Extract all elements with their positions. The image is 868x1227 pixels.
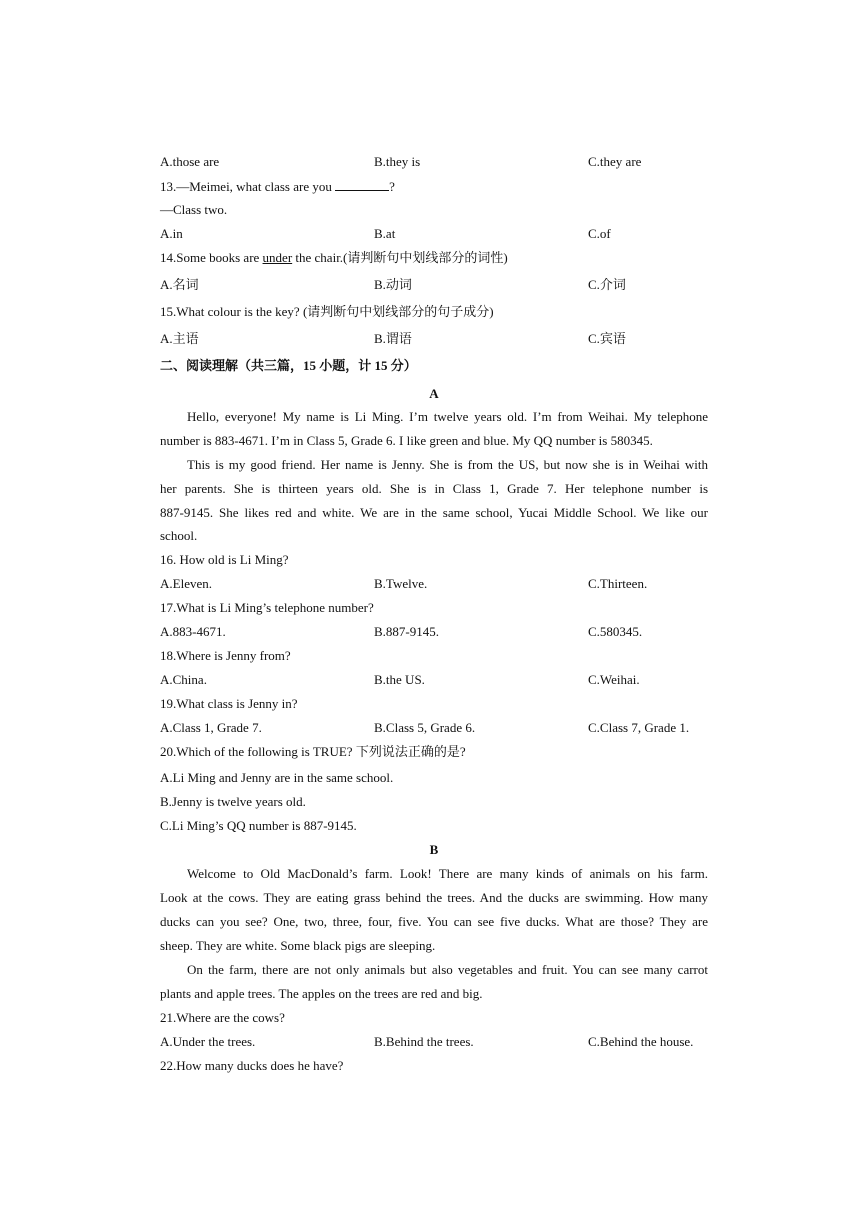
q16-option-a: A.Eleven. bbox=[160, 576, 212, 591]
q13-option-a: A.in bbox=[160, 226, 183, 241]
passage-a-text: her parents. She is thirteen years old. She is in Class 1, Grade 7. Her telephone number is bbox=[160, 481, 708, 496]
section-heading: 二、阅读理解（共三篇，15 小题，计 15 分） bbox=[160, 358, 417, 373]
passage-b-text: sheep. They are white. Some black pigs are sleeping. bbox=[160, 938, 436, 953]
q14-underlined-word: under bbox=[262, 250, 293, 265]
q19-question: 19.What class is Jenny in? bbox=[160, 696, 298, 711]
q14-question bbox=[160, 250, 508, 266]
q14-suffix: the chair.(请判断句中划线部分的词性) bbox=[292, 250, 508, 265]
q17-option-c: C.580345. bbox=[588, 624, 643, 639]
q15-option-c: C.宾语 bbox=[588, 331, 626, 346]
q20-option-b: B.Jenny is twelve years old. bbox=[160, 794, 306, 809]
q14-prefix: 14.Some books are bbox=[160, 250, 263, 265]
q15-option-b: B.谓语 bbox=[374, 331, 412, 346]
q18-question: 18.Where is Jenny from? bbox=[160, 648, 291, 663]
q16-question: 16. How old is Li Ming? bbox=[160, 552, 289, 567]
q14-option-c: C.介词 bbox=[588, 277, 626, 292]
q13-option-c: C.of bbox=[588, 226, 611, 241]
q14-option-a: A.名词 bbox=[160, 277, 199, 292]
q17-option-a: A.883-4671. bbox=[160, 624, 226, 639]
q22-question: 22.How many ducks does he have? bbox=[160, 1058, 344, 1073]
q13-suffix: ? bbox=[389, 179, 395, 194]
q20-option-c: C.Li Ming’s QQ number is 887-9145. bbox=[160, 818, 357, 833]
q18-option-a: A.China. bbox=[160, 672, 207, 687]
q12-option-b: B.they is bbox=[374, 154, 421, 169]
passage-b-label: B bbox=[429, 842, 439, 857]
q20-question: 20.Which of the following is TRUE? 下列说法正确的是? bbox=[160, 744, 466, 759]
q13-prefix: 13.—Meimei, what class are you bbox=[160, 179, 336, 194]
q21-option-b: B.Behind the trees. bbox=[374, 1034, 474, 1049]
passage-b-text: Welcome to Old MacDonald’s farm. Look! There are many kinds of animals on his farm. bbox=[187, 866, 708, 881]
q18-option-b: B.the US. bbox=[374, 672, 425, 687]
passage-b-text: plants and apple trees. The apples on the trees are red and big. bbox=[160, 986, 483, 1001]
q20-option-a: A.Li Ming and Jenny are in the same school. bbox=[160, 770, 394, 785]
q18-option-c: C.Weihai. bbox=[588, 672, 640, 687]
passage-a-text: 887-9145. She likes red and white. We are in the same school, Yucai Middle School. We like our bbox=[160, 505, 708, 520]
q19-option-a: A.Class 1, Grade 7. bbox=[160, 720, 262, 735]
q17-question: 17.What is Li Ming’s telephone number? bbox=[160, 600, 374, 615]
passage-a-text: This is my good friend. Her name is Jenny. She is from the US, but now she is in Weihai with bbox=[187, 457, 708, 472]
passage-a-label: A bbox=[429, 386, 439, 401]
passage-a-text: number is 883-4671. I’m in Class 5, Grade 6. I like green and blue. My QQ number is 580345. bbox=[160, 433, 653, 448]
q12-option-a: A.those are bbox=[160, 154, 220, 169]
q13-question bbox=[160, 178, 395, 195]
passage-b-text: Look at the cows. They are eating grass behind the trees. And the ducks are swimming. How many bbox=[160, 890, 708, 905]
q21-option-c: C.Behind the house. bbox=[588, 1034, 694, 1049]
q19-option-c: C.Class 7, Grade 1. bbox=[588, 720, 690, 735]
q17-option-b: B.887-9145. bbox=[374, 624, 439, 639]
q19-option-b: B.Class 5, Grade 6. bbox=[374, 720, 476, 735]
q13-option-b: B.at bbox=[374, 226, 396, 241]
q16-option-b: B.Twelve. bbox=[374, 576, 428, 591]
q13-reply: —Class two. bbox=[160, 202, 228, 217]
passage-a-text: school. bbox=[160, 528, 198, 543]
q15-question: 15.What colour is the key? (请判断句中划线部分的句子成分) bbox=[160, 304, 494, 319]
passage-b-text: ducks can you see? One, two, three, four, five. You can see five ducks. What are those? They are bbox=[160, 914, 708, 929]
q12-option-c: C.they are bbox=[588, 154, 642, 169]
q16-option-c: C.Thirteen. bbox=[588, 576, 648, 591]
q14-option-b: B.动词 bbox=[374, 277, 412, 292]
q21-question: 21.Where are the cows? bbox=[160, 1010, 285, 1025]
q13-answer-blank bbox=[335, 178, 389, 191]
passage-b-text: On the farm, there are not only animals but also vegetables and fruit. You can see many carrot bbox=[187, 962, 708, 977]
passage-a-text: Hello, everyone! My name is Li Ming. I’m twelve years old. I’m from Weihai. My telephone bbox=[187, 409, 708, 424]
q15-option-a: A.主语 bbox=[160, 331, 199, 346]
q21-option-a: A.Under the trees. bbox=[160, 1034, 256, 1049]
